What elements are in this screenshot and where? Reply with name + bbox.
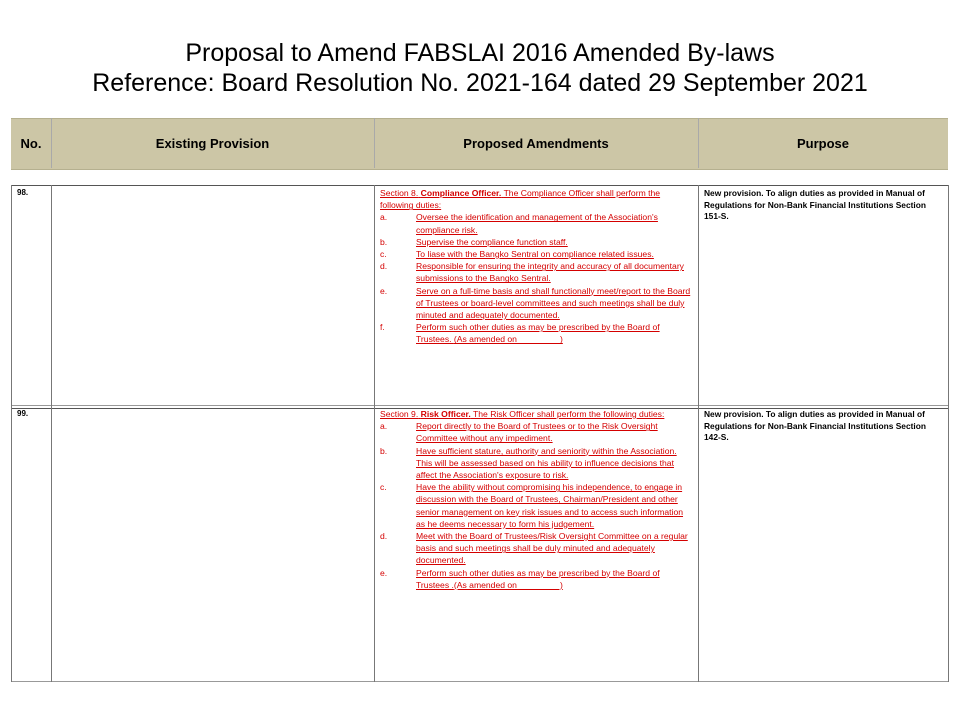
list-item	[380, 567, 692, 591]
list-item	[380, 211, 692, 235]
item-letter: b.	[380, 236, 388, 247]
table-header	[11, 118, 948, 170]
col-proposed: Proposed Amendments	[463, 136, 609, 151]
item-letter: a.	[380, 212, 388, 223]
col-purpose: Purpose	[796, 136, 849, 151]
header-divider	[698, 118, 699, 168]
list-item	[380, 321, 692, 345]
section-heading: Risk Officer.	[420, 409, 471, 419]
item-letter: d.	[380, 261, 388, 272]
col-divider	[948, 185, 949, 682]
header-divider	[374, 118, 375, 168]
section-number: Section 9.	[380, 409, 419, 419]
list-item	[380, 530, 692, 567]
item-text: Meet with the Board of Trustees/Risk Oversight Committee on a regular basis and such meetings shall be duly minuted and adequately documented.	[416, 531, 688, 566]
item-text: Perform such other duties as may be prescribed by the Board of Trustees .	[416, 567, 660, 590]
item-letter: e.	[380, 567, 388, 578]
item-text: Supervise the compliance function staff.	[416, 236, 568, 247]
purpose-text: New provision. To align duties as provided in Manual of Regulations for Non-Bank Financial Institutions Section 151-S.	[704, 188, 926, 221]
page-title: Proposal to Amend FABSLAI 2016 Amended By-laws	[185, 39, 775, 67]
item-text: Report directly to the Board of Trustees or to the Risk Oversight Committee without any impediment.	[416, 421, 658, 444]
amendment-note: (As amended on ________ )	[453, 579, 563, 590]
item-letter: a.	[380, 421, 388, 432]
proposed-amendment	[380, 408, 692, 591]
item-text: Serve on a full-time basis and shall functionally meet/report to the Board of Trustees or board-level committees and such meetings shall be duly minuted and adequately documented.	[416, 285, 691, 321]
item-text: Have the ability without compromising his independence, to engage in discussion with the Board of Trustees, Chairman/President and other senior management on key risk issues and to access such information as he deems necessary to form his judgement.	[416, 482, 684, 529]
section-lead	[380, 187, 692, 211]
list-item	[380, 481, 692, 530]
header-divider	[51, 118, 52, 168]
list-item	[380, 445, 692, 482]
section-number: Section 8.	[380, 188, 419, 198]
section-lead	[380, 408, 692, 420]
col-divider	[11, 185, 12, 682]
row-border	[11, 405, 948, 406]
col-divider	[51, 185, 52, 682]
row-number: 99.	[17, 409, 29, 418]
item-text: Oversee the identification and management of the Association's compliance risk.	[416, 212, 658, 235]
item-text: Have sufficient stature, authority and seniority within the Association. This will be assessed based on his ability to influence decisions that affect the Association's exposure to risk.	[416, 445, 677, 481]
section-heading: Compliance Officer.	[420, 188, 502, 198]
list-item	[380, 260, 692, 284]
list-item	[380, 420, 692, 444]
item-text: Perform such other duties as may be prescribed by the Board of Trustees.	[416, 322, 660, 345]
purpose-text: New provision. To align duties as provided in Manual of Regulations for Non-Bank Financial Institutions Section 142-S.	[704, 409, 926, 442]
col-existing: Existing Provision	[155, 136, 270, 151]
page-subtitle: Reference: Board Resolution No. 2021-164 dated 29 September 2021	[92, 69, 868, 97]
list-item	[380, 248, 692, 260]
list-item	[380, 285, 692, 322]
proposed-amendment	[380, 187, 692, 346]
row-number: 98.	[17, 188, 29, 197]
item-letter: e.	[380, 285, 388, 296]
section-intro: The Compliance Officer shall perform the following duties:	[380, 188, 661, 211]
row-border-bottom	[11, 681, 948, 682]
col-divider	[374, 185, 375, 682]
item-letter: c.	[380, 482, 387, 493]
col-divider	[698, 185, 699, 682]
amendment-note: (As amended on ________ )	[453, 334, 563, 345]
section-intro: The Risk Officer shall perform the following duties:	[473, 409, 665, 419]
list-item	[380, 236, 692, 248]
item-letter: d.	[380, 531, 388, 542]
item-letter: c.	[380, 249, 387, 260]
item-text: Responsible for ensuring the integrity and accuracy of all documentary submissions to the Bangko Sentral.	[416, 261, 684, 284]
row-border-top	[11, 185, 948, 186]
item-letter: b.	[380, 445, 388, 456]
item-letter: f.	[380, 322, 385, 333]
item-text: To liase with the Bangko Sentral on compliance related issues.	[416, 249, 654, 260]
col-no: No.	[20, 136, 42, 151]
